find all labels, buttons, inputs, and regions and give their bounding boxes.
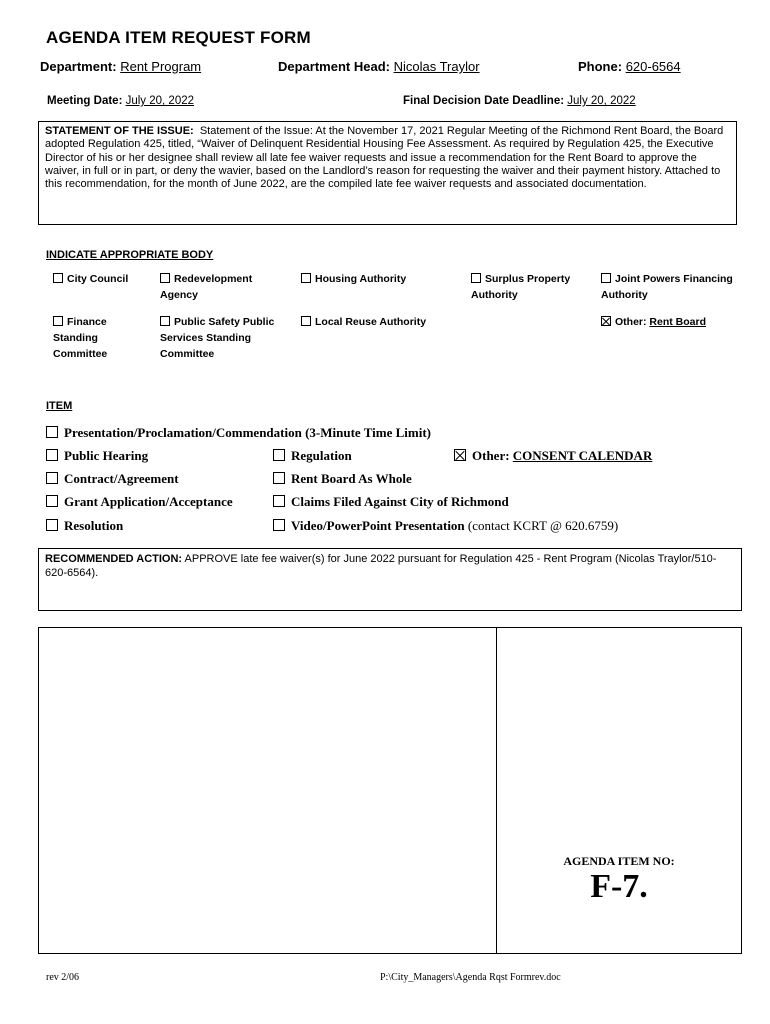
department-label: Department: xyxy=(40,59,117,74)
agenda-item-no-label: AGENDA ITEM NO: xyxy=(563,854,675,868)
body-reuse[interactable] xyxy=(301,314,461,330)
recommended-action-label: RECOMMENDED ACTION: xyxy=(45,553,183,565)
item-regulation[interactable] xyxy=(273,448,352,464)
item-claims[interactable] xyxy=(273,494,509,510)
department-head-label: Department Head: xyxy=(278,59,390,74)
body-other-label: Other: xyxy=(615,316,647,328)
checkbox-icon[interactable] xyxy=(273,449,285,461)
footer-revision: rev 2/06 xyxy=(46,972,80,983)
body-public-safety[interactable] xyxy=(160,314,295,362)
item-contract-label: Contract/Agreement xyxy=(64,471,179,486)
body-section-title: INDICATE APPROPRIATE BODY xyxy=(46,249,214,261)
statement-box xyxy=(38,121,737,225)
item-video-label: Video/PowerPoint Presentation xyxy=(291,518,465,533)
item-grant[interactable] xyxy=(46,494,233,510)
checkbox-icon[interactable] xyxy=(273,472,285,484)
meeting-date-label: Meeting Date: xyxy=(47,95,123,107)
checkbox-icon[interactable] xyxy=(273,495,285,507)
item-rent-board[interactable] xyxy=(273,471,412,487)
item-presentation[interactable] xyxy=(46,425,431,441)
checkbox-icon[interactable] xyxy=(46,449,58,461)
statement-text: Statement of the Issue: At the November 17, 2021 Regular Meeting of the Richmond Rent Board, the Board adopted Regulation 425, titled, “Waiver of Delinquent Residential Housing Fee Assessment. As required by Regulation 425, the Executive Director of his or her designee shall review all late fee waiver requests and issue a recommendation for the Rent Board to approve the waiver, in full or in part, or deny the wavier, based on the Landlord’s reason for requesting the waiver and their payment history. Attached to this recommendation, for the month of June 2022, are the compiled late fee waiver requests and associated documentation. xyxy=(45,125,724,191)
form-title: AGENDA ITEM REQUEST FORM xyxy=(46,28,311,47)
item-video-note: (contact KCRT @ 620.6759) xyxy=(467,518,619,533)
item-grant-label: Grant Application/Acceptance xyxy=(64,494,233,509)
item-video[interactable] xyxy=(273,518,618,534)
item-other-value: CONSENT CALENDAR xyxy=(512,448,653,463)
body-housing[interactable] xyxy=(301,271,461,287)
department-head-value: Nicolas Traylor xyxy=(393,59,480,74)
meeting-date-value: July 20, 2022 xyxy=(125,95,195,107)
checkbox-icon[interactable] xyxy=(160,316,170,326)
phone-value: 620-6564 xyxy=(625,59,681,74)
deadline-field xyxy=(403,95,636,107)
body-housing-label: Housing Authority xyxy=(315,273,407,285)
body-city-council-label: City Council xyxy=(67,273,129,285)
phone-label: Phone: xyxy=(578,59,623,74)
item-regulation-label: Regulation xyxy=(291,448,352,463)
checkbox-icon[interactable] xyxy=(301,273,311,283)
checkbox-icon[interactable] xyxy=(53,273,63,283)
recommended-action-text: APPROVE late fee waiver(s) for June 2022 pursuant for Regulation 425 - Rent Program (Nicolas Traylor/510-620-6564). xyxy=(45,553,717,579)
body-public-safety-label: Public Safety Public Services Standing Committee xyxy=(160,316,275,360)
body-jpfa-label: Joint Powers Financing Authority xyxy=(601,273,733,301)
meeting-date-field xyxy=(47,95,194,107)
statement-label: STATEMENT OF THE ISSUE: xyxy=(45,125,194,137)
body-redevelopment[interactable] xyxy=(160,271,290,303)
checkbox-icon[interactable] xyxy=(160,273,170,283)
item-resolution-label: Resolution xyxy=(64,518,124,533)
footer-file-path: P:\City_Managers\Agenda Rqst Formrev.doc xyxy=(380,972,561,983)
checkbox-icon[interactable] xyxy=(471,273,481,283)
item-other-label: Other: xyxy=(472,448,510,463)
item-resolution[interactable] xyxy=(46,518,123,534)
checkbox-icon[interactable] xyxy=(53,316,63,326)
checkbox-icon[interactable] xyxy=(601,273,611,283)
phone-field xyxy=(578,59,681,74)
item-public-hearing[interactable] xyxy=(46,448,148,464)
deadline-label: Final Decision Date Deadline: xyxy=(403,95,565,107)
item-presentation-label: Presentation/Proclamation/Commendation (3-Minute Time Limit) xyxy=(64,425,431,440)
checkbox-icon[interactable] xyxy=(46,519,58,531)
item-claims-label: Claims Filed Against City of Richmond xyxy=(291,494,509,509)
item-rent-board-label: Rent Board As Whole xyxy=(291,471,412,486)
checkbox-icon[interactable] xyxy=(273,519,285,531)
checkbox-icon[interactable] xyxy=(46,495,58,507)
body-surplus[interactable] xyxy=(471,271,596,303)
item-other[interactable] xyxy=(454,448,652,464)
item-section-title: ITEM xyxy=(46,400,73,412)
item-contract[interactable] xyxy=(46,471,179,487)
body-redevelopment-label: Redevelopment Agency xyxy=(160,273,253,301)
body-other-value: Rent Board xyxy=(649,316,707,328)
body-city-council[interactable] xyxy=(53,271,153,287)
checked-checkbox-icon[interactable] xyxy=(601,316,611,326)
checkbox-icon[interactable] xyxy=(46,426,58,438)
checked-checkbox-icon[interactable] xyxy=(454,449,466,461)
department-value: Rent Program xyxy=(120,59,202,74)
deadline-value: July 20, 2022 xyxy=(567,95,636,107)
body-reuse-label: Local Reuse Authority xyxy=(315,316,427,328)
item-public-hearing-label: Public Hearing xyxy=(64,448,149,463)
body-finance[interactable] xyxy=(53,314,153,362)
department-head-field xyxy=(278,59,480,74)
checkbox-icon[interactable] xyxy=(46,472,58,484)
department-field xyxy=(40,59,201,74)
body-jpfa[interactable] xyxy=(601,271,741,303)
body-finance-label: Finance Standing Committee xyxy=(53,316,108,360)
recommended-action-box xyxy=(38,548,742,611)
checkbox-icon[interactable] xyxy=(301,316,311,326)
agenda-item-number: F-7. xyxy=(590,868,648,905)
body-other[interactable] xyxy=(601,314,741,330)
body-surplus-label: Surplus Property Authority xyxy=(471,273,571,301)
